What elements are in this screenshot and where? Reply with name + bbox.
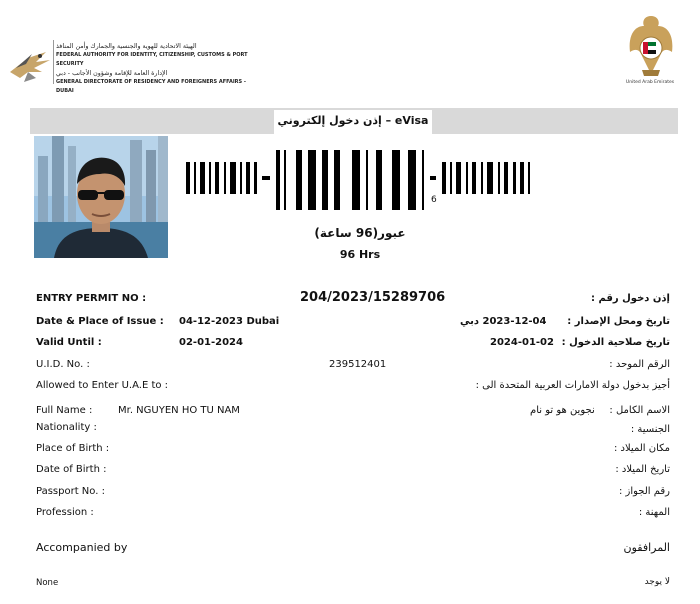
profession-label-en: Profession : xyxy=(36,507,94,518)
allowed-label-ar: أجيز بدخول دولة الامارات العربية المتحدة الى : xyxy=(475,380,670,391)
issue-value-en: 04-12-2023 Dubai xyxy=(179,316,280,327)
issue-value-ar: 2023-12-04 دبي xyxy=(460,316,547,327)
permit-number: 204/2023/15289706 xyxy=(300,290,446,305)
passport-label-en: Passport No. : xyxy=(36,486,105,497)
full-name-value-en: Mr. NGUYEN HO TU NAM xyxy=(118,405,240,416)
full-name-value-ar: نجوين هو تو نام xyxy=(530,405,595,416)
barcode xyxy=(184,146,536,216)
issue-label-en: Date & Place of Issue : xyxy=(36,316,164,327)
accompanied-label-ar: المرافقون xyxy=(623,541,670,554)
header-divider xyxy=(53,40,54,84)
valid-label-ar: تاريخ صلاحية الدخول : xyxy=(561,337,670,348)
uid-label-ar: الرقم الموحد : xyxy=(609,359,670,370)
accompanied-value-en: None xyxy=(36,578,59,588)
barcode-digit: 6 xyxy=(431,195,437,205)
valid-label-en: Valid Until : xyxy=(36,337,102,348)
authority-name-en: FEDERAL AUTHORITY FOR IDENTITY, CITIZENSHIP, CUSTOMS & PORT SECURITY xyxy=(56,52,248,67)
document-title: إذن دخول إلكتروني – eVisa xyxy=(277,114,429,127)
directorate-name-en: GENERAL DIRECTORATE OF RESIDENCY AND FOREIGNERS AFFAIRS - DUBAI xyxy=(56,79,246,94)
valid-value-ar: 2024-01-02 xyxy=(490,337,554,348)
nationality-label-ar: الجنسية : xyxy=(630,424,670,435)
passport-label-ar: رقم الجواز : xyxy=(618,486,670,497)
full-name-label-ar: الاسم الكامل : xyxy=(609,405,670,416)
issue-label-ar: تاريخ ومحل الإصدار : xyxy=(567,316,670,327)
permit-label-en: ENTRY PERMIT NO : xyxy=(36,293,147,304)
authority-block xyxy=(56,42,256,96)
uid-value: 239512401 xyxy=(329,359,387,370)
birth-date-label-ar: تاريخ الميلاد : xyxy=(615,464,670,475)
birth-place-label-ar: مكان الميلاد : xyxy=(613,443,670,454)
authority-name-ar: الهيئة الاتحادية للهوية والجنسية والجمارك وأمن المنافذ xyxy=(56,43,197,50)
falcon-logo xyxy=(6,38,52,86)
transit-arabic: عبور(96 ساعة) xyxy=(314,226,406,240)
allowed-label-en: Allowed to Enter U.A.E to : xyxy=(36,380,169,391)
nationality-label-en: Nationality : xyxy=(36,422,97,433)
uae-emblem xyxy=(624,12,678,82)
valid-value-en: 02-01-2024 xyxy=(179,337,243,348)
emblem-caption: United Arab Emirates xyxy=(625,80,675,85)
transit-english: 96 Hrs xyxy=(339,248,381,261)
uid-label-en: U.I.D. No. : xyxy=(36,359,90,370)
birth-date-label-en: Date of Birth : xyxy=(36,464,107,475)
full-name-label-en: Full Name : xyxy=(36,405,93,416)
accompanied-value-ar: لا يوجد xyxy=(644,577,670,587)
accompanied-label-en: Accompanied by xyxy=(36,541,128,554)
directorate-name-ar: الإدارة العامة للإقامة وشؤون الأجانب - دبي xyxy=(56,70,168,77)
birth-place-label-en: Place of Birth : xyxy=(36,443,110,454)
profession-label-ar: المهنة : xyxy=(638,507,670,518)
holder-photo xyxy=(34,136,168,258)
permit-label-ar: إذن دخول رقم : xyxy=(591,293,670,304)
